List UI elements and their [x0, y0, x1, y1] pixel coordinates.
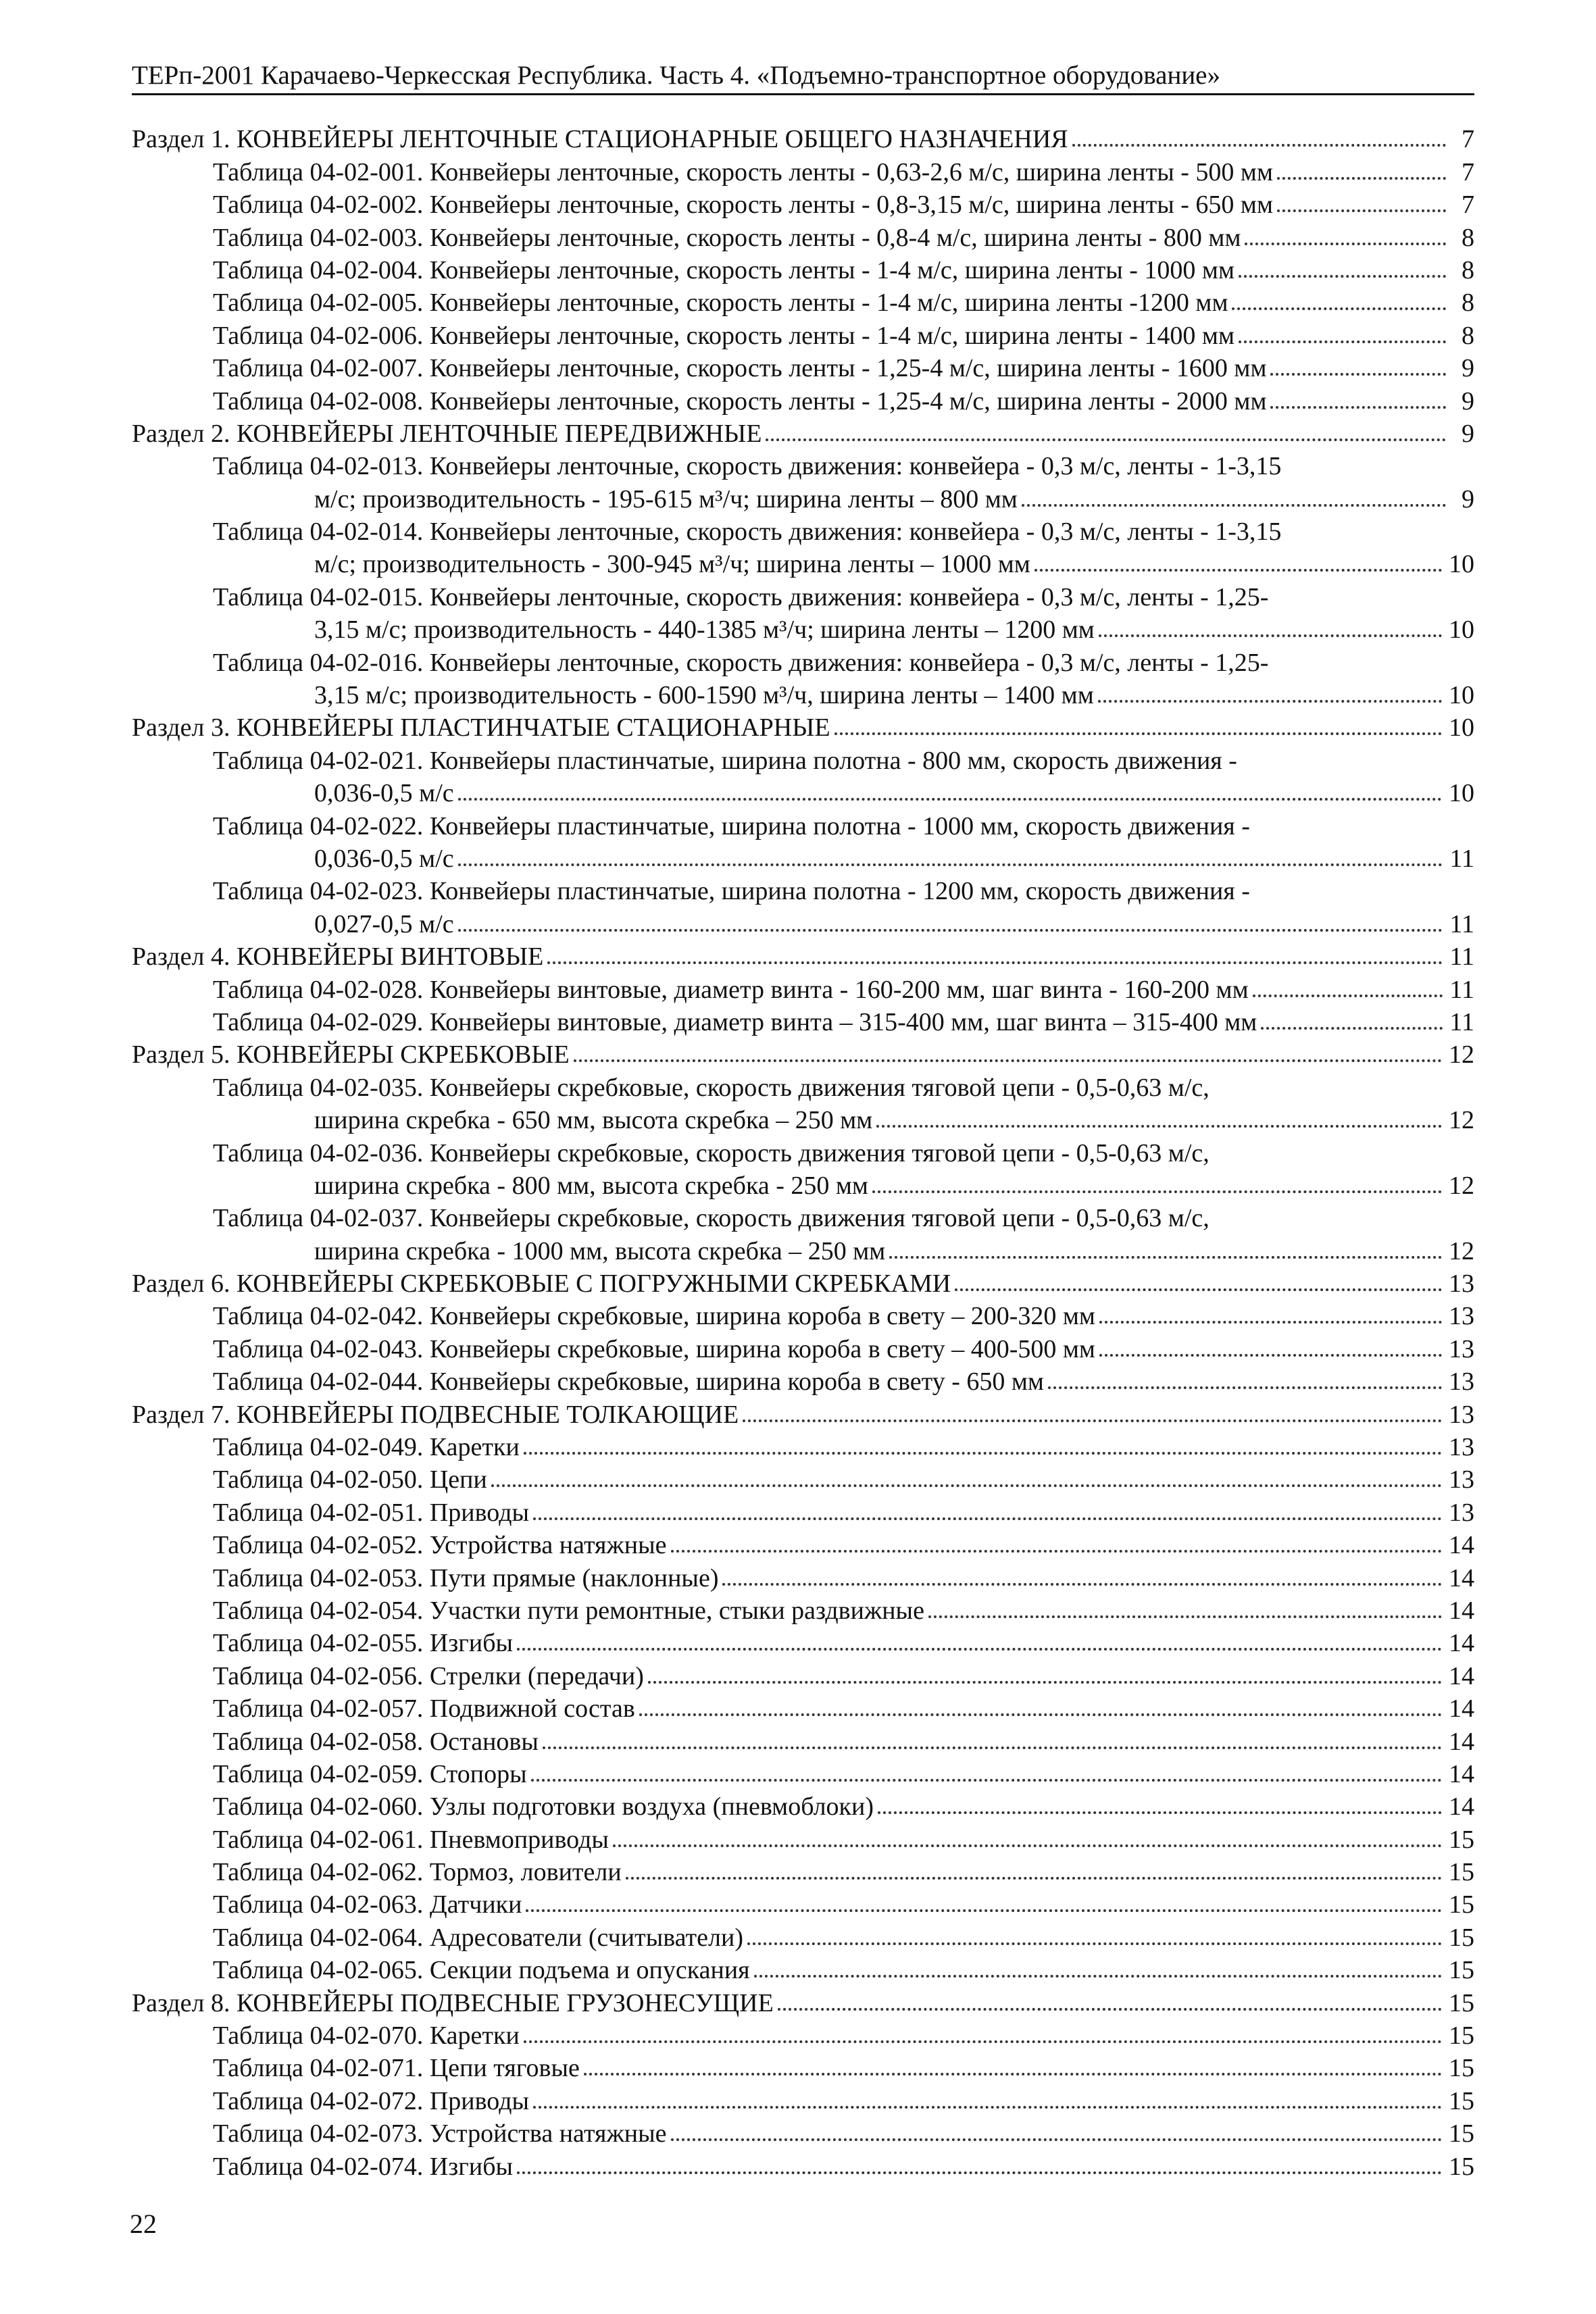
- dot-leader: [671, 2138, 1442, 2141]
- toc-entry-page: 11: [1449, 942, 1474, 972]
- toc-entry-page: 15: [1449, 2086, 1474, 2115]
- toc-table-entry[interactable]: [132, 1201, 1474, 1233]
- toc-entry-page: 15: [1449, 2021, 1474, 2051]
- toc-section-entry[interactable]: [132, 416, 1474, 449]
- toc-entry-title: Таблица 04-02-028. Конвейеры винтовые, диаметр винта - 160-200 мм, шаг винта - 160-200 мм: [213, 975, 1249, 1004]
- dot-leader: [517, 1648, 1442, 1651]
- toc-entry-title: Таблица 04-02-005. Конвейеры ленточные, скорость ленты - 1-4 м/с, ширина ленты -1200 мм: [213, 288, 1228, 318]
- toc-entry-title: Таблица 04-02-056. Стрелки (передачи): [213, 1661, 644, 1690]
- dot-leader: [458, 863, 1443, 866]
- toc-table-entry[interactable]: [132, 1953, 1474, 1985]
- toc-entry-title: Таблица 04-02-008. Конвейеры ленточные, скорость ленты - 1,25-4 м/с, ширина ленты - 2000 мм: [213, 386, 1267, 416]
- dot-leader: [543, 1746, 1442, 1749]
- toc-entry-page: 14: [1449, 1694, 1474, 1724]
- toc-entry-page: 13: [1449, 1367, 1474, 1397]
- toc-entry-title: 0,027-0,5 м/с: [314, 909, 454, 938]
- toc-table-entry[interactable]: [132, 972, 1474, 1004]
- toc-table-entry[interactable]: [132, 1070, 1474, 1102]
- dot-leader: [766, 438, 1446, 441]
- toc-entry-page: 8: [1462, 223, 1474, 252]
- dot-leader: [1270, 373, 1446, 376]
- toc-entry-title: м/с; производительность - 195-615 м³/ч; ширина ленты – 800 мм: [314, 484, 1018, 513]
- toc-table-entry[interactable]: [132, 285, 1474, 318]
- toc-section-entry[interactable]: [132, 122, 1474, 154]
- toc-entry-page: 11: [1449, 909, 1474, 938]
- toc-section-entry[interactable]: [132, 1985, 1474, 2017]
- toc-table-entry-continuation[interactable]: [132, 1103, 1474, 1135]
- dot-leader: [574, 1059, 1442, 1062]
- toc-table-entry[interactable]: [132, 253, 1474, 285]
- toc-entry-title: Таблица 04-02-074. Изгибы: [213, 2152, 514, 2181]
- dot-leader: [834, 732, 1442, 735]
- toc-table-entry-continuation[interactable]: [132, 776, 1474, 808]
- toc-table-entry[interactable]: [132, 1364, 1474, 1397]
- toc-entry-page: 9: [1462, 354, 1474, 383]
- toc-entry-title: Таблица 04-02-063. Датчики: [213, 1890, 522, 1919]
- dot-leader: [955, 1288, 1442, 1291]
- dot-leader: [584, 2073, 1442, 2076]
- toc-table-entry[interactable]: [132, 220, 1474, 252]
- toc-entry-title: Раздел 3. КОНВЕЙЕРЫ ПЛАСТИНЧАТЫЕ СТАЦИОНАРНЫЕ: [132, 713, 830, 743]
- toc-section-entry[interactable]: [132, 1397, 1474, 1429]
- page-number: 22: [130, 2209, 157, 2239]
- dot-leader: [547, 961, 1443, 964]
- toc-entry-title: Таблица 04-02-014. Конвейеры ленточные, скорость движения: конвейера - 0,3 м/с, ленты - 1-3,15: [213, 518, 1282, 547]
- toc-entry-page: 14: [1449, 1727, 1474, 1756]
- toc-table-entry[interactable]: [132, 1331, 1474, 1363]
- toc-entry-page: 14: [1449, 1563, 1474, 1592]
- dot-leader: [1048, 1386, 1442, 1389]
- toc-entry-page: 15: [1449, 2119, 1474, 2148]
- toc-entry-title: Таблица 04-02-049. Каретки: [213, 1433, 520, 1462]
- toc-entry-page: 15: [1449, 2054, 1474, 2083]
- toc-entry-title: Таблица 04-02-070. Каретки: [213, 2021, 520, 2051]
- toc-entry-title: Таблица 04-02-065. Секции подъема и опускания: [213, 1956, 750, 1985]
- toc-entry-page: 9: [1462, 386, 1474, 416]
- toc-table-entry-continuation[interactable]: [132, 906, 1474, 938]
- dot-leader: [626, 1877, 1442, 1880]
- toc-entry-title: Раздел 1. КОНВЕЙЕРЫ ЛЕНТОЧНЫЕ СТАЦИОНАРНЫЕ ОБЩЕГО НАЗНАЧЕНИЯ: [132, 125, 1068, 154]
- toc-entry-page: 15: [1449, 1956, 1474, 1985]
- toc-entry-page: 10: [1449, 681, 1474, 710]
- toc-entry-title: м/с; производительность - 300-945 м³/ч; ширина ленты – 1000 мм: [314, 550, 1030, 579]
- toc-entry-title: 3,15 м/с; производительность - 440-1385 м³/ч; ширина ленты – 1200 мм: [314, 615, 1095, 645]
- toc-entry-title: Таблица 04-02-002. Конвейеры ленточные, скорость ленты - 0,8-3,15 м/с, ширина ленты - 650 мм: [213, 191, 1273, 220]
- toc-entry-title: Таблица 04-02-035. Конвейеры скребковые, скорость движения тяговой цепи - 0,5-0,63 м/с,: [213, 1073, 1210, 1102]
- toc-entry-page: 14: [1449, 1792, 1474, 1821]
- toc-entry-page: 7: [1462, 125, 1474, 154]
- toc-entry-page: 10: [1449, 713, 1474, 743]
- toc-table-entry[interactable]: [132, 1757, 1474, 1789]
- toc-entry-page: 13: [1449, 1400, 1474, 1429]
- toc-table-entry[interactable]: [132, 1299, 1474, 1331]
- toc-entry-title: Таблица 04-02-013. Конвейеры ленточные, скорость движения: конвейера - 0,3 м/с, ленты - 1-3,15: [213, 452, 1282, 481]
- toc-entry-title: 3,15 м/с; производительность - 600-1590 м³/ч, ширина ленты – 1400 мм: [314, 681, 1094, 710]
- toc-entry-page: 14: [1449, 1596, 1474, 1625]
- toc-entry-title: Таблица 04-02-073. Устройства натяжные: [213, 2119, 667, 2148]
- toc-entry-title: Таблица 04-02-007. Конвейеры ленточные, скорость ленты - 1,25-4 м/с, ширина ленты - 1600 мм: [213, 354, 1267, 383]
- toc-entry-page: 15: [1449, 1988, 1474, 2017]
- dot-leader: [754, 1975, 1442, 1978]
- table-of-contents: [132, 122, 1474, 2182]
- toc-table-entry[interactable]: [132, 2148, 1474, 2181]
- toc-entry-title: Таблица 04-02-006. Конвейеры ленточные, скорость ленты - 1-4 м/с, ширина ленты - 1400 мм: [213, 321, 1235, 350]
- toc-entry-page: 8: [1462, 321, 1474, 350]
- toc-entry-page: 14: [1449, 1629, 1474, 1658]
- toc-entry-title: Раздел 8. КОНВЕЙЕРЫ ПОДВЕСНЫЕ ГРУЗОНЕСУЩИЕ: [132, 1988, 774, 2017]
- dot-leader: [1253, 995, 1443, 997]
- toc-entry-title: Раздел 7. КОНВЕЙЕРЫ ПОДВЕСНЫЕ ТОЛКАЮЩИЕ: [132, 1400, 739, 1429]
- toc-table-entry[interactable]: [132, 1658, 1474, 1690]
- dot-leader: [1098, 700, 1442, 703]
- toc-entry-page: 12: [1449, 1171, 1474, 1200]
- dot-leader: [648, 1681, 1442, 1684]
- toc-table-entry[interactable]: [132, 743, 1474, 775]
- toc-entry-title: Таблица 04-02-057. Подвижной состав: [213, 1694, 635, 1724]
- toc-table-entry[interactable]: [132, 579, 1474, 611]
- toc-entry-page: 13: [1449, 1498, 1474, 1527]
- dot-leader: [1261, 1027, 1443, 1030]
- toc-entry-page: 12: [1449, 1106, 1474, 1135]
- toc-entry-page: 14: [1449, 1661, 1474, 1690]
- toc-entry-title: Таблица 04-02-061. Пневмоприводы: [213, 1825, 609, 1854]
- dot-leader: [458, 929, 1443, 932]
- toc-entry-title: Таблица 04-02-022. Конвейеры пластинчатые, ширина полотна - 1000 мм, скорость движения -: [213, 811, 1250, 840]
- toc-entry-title: Таблица 04-02-044. Конвейеры скребковые, ширина короба в свету - 650 мм: [213, 1367, 1044, 1397]
- toc-table-entry[interactable]: [132, 1789, 1474, 1821]
- toc-table-entry-continuation[interactable]: [132, 1168, 1474, 1201]
- toc-entry-title: Таблица 04-02-062. Тормоз, ловители: [213, 1858, 622, 1887]
- toc-entry-title: Таблица 04-02-051. Приводы: [213, 1498, 530, 1527]
- toc-table-entry[interactable]: [132, 1494, 1474, 1527]
- toc-table-entry[interactable]: [132, 154, 1474, 186]
- toc-entry-title: Таблица 04-02-023. Конвейеры пластинчатые, ширина полотна - 1200 мм, скорость движения -: [213, 877, 1250, 906]
- toc-entry-page: 13: [1449, 1302, 1474, 1331]
- dot-leader: [872, 1190, 1442, 1193]
- dot-leader: [1022, 504, 1446, 507]
- toc-entry-page: 12: [1449, 1236, 1474, 1265]
- toc-table-entry[interactable]: [132, 645, 1474, 677]
- toc-table-entry[interactable]: [132, 187, 1474, 220]
- dot-leader: [1099, 1354, 1442, 1357]
- dot-leader: [531, 1779, 1442, 1782]
- toc-entry-page: 9: [1462, 419, 1474, 448]
- toc-table-entry[interactable]: [132, 1821, 1474, 1854]
- dot-leader: [1270, 406, 1446, 409]
- toc-entry-page: 10: [1449, 615, 1474, 645]
- toc-table-entry[interactable]: [132, 1430, 1474, 1462]
- toc-table-entry[interactable]: [132, 2051, 1474, 2083]
- toc-entry-page: 7: [1462, 157, 1474, 186]
- toc-entry-page: 7: [1462, 191, 1474, 220]
- dot-leader: [889, 1256, 1442, 1259]
- toc-entry-title: Таблица 04-02-016. Конвейеры ленточные, скорость движения: конвейера - 0,3 м/с, ленты - 1,25-: [213, 648, 1269, 677]
- toc-entry-page: 11: [1449, 975, 1474, 1004]
- toc-table-entry[interactable]: [132, 383, 1474, 416]
- toc-entry-title: Таблица 04-02-054. Участки пути ремонтные, стыки раздвижные: [213, 1596, 924, 1625]
- dot-leader: [671, 1550, 1442, 1553]
- toc-entry-page: 13: [1449, 1465, 1474, 1494]
- toc-table-entry[interactable]: [132, 2083, 1474, 2115]
- toc-entry-page: 14: [1449, 1759, 1474, 1788]
- toc-table-entry[interactable]: [132, 514, 1474, 547]
- toc-entry-page: 8: [1462, 288, 1474, 318]
- toc-table-entry-continuation[interactable]: [132, 841, 1474, 874]
- dot-leader: [526, 1909, 1442, 1912]
- dot-leader: [517, 2171, 1442, 2174]
- toc-table-entry[interactable]: [132, 2116, 1474, 2148]
- toc-entry-page: 15: [1449, 2152, 1474, 2181]
- toc-entry-page: 15: [1449, 1858, 1474, 1887]
- toc-entry-title: Таблица 04-02-071. Цепи тяговые: [213, 2054, 580, 2083]
- toc-entry-title: Таблица 04-02-029. Конвейеры винтовые, диаметр винта – 315-400 мм, шаг винта – 315-400 мм: [213, 1007, 1257, 1036]
- toc-table-entry[interactable]: [132, 318, 1474, 350]
- dot-leader: [1277, 209, 1446, 212]
- dot-leader: [876, 1125, 1442, 1128]
- dot-leader: [1232, 307, 1446, 310]
- toc-entry-title: Таблица 04-02-064. Адресователи (считыватели): [213, 1923, 743, 1952]
- toc-entry-title: ширина скребка - 800 мм, высота скребка - 250 мм: [314, 1171, 868, 1200]
- toc-entry-title: Таблица 04-02-052. Устройства натяжные: [213, 1531, 667, 1560]
- dot-leader: [639, 1713, 1442, 1716]
- dot-leader: [878, 1811, 1442, 1814]
- toc-table-entry[interactable]: [132, 874, 1474, 906]
- toc-entry-title: Таблица 04-02-015. Конвейеры ленточные, скорость движения: конвейера - 0,3 м/с, ленты - 1,25-: [213, 582, 1269, 611]
- toc-entry-title: Раздел 4. КОНВЕЙЕРЫ ВИНТОВЫЕ: [132, 942, 544, 972]
- dot-leader: [491, 1484, 1442, 1487]
- toc-entry-page: 13: [1449, 1334, 1474, 1363]
- toc-entry-title: Таблица 04-02-043. Конвейеры скребковые, ширина короба в свету – 400-500 мм: [213, 1334, 1095, 1363]
- toc-table-entry-continuation[interactable]: [132, 1233, 1474, 1265]
- toc-entry-page: 10: [1449, 779, 1474, 808]
- toc-entry-title: Таблица 04-02-059. Стопоры: [213, 1759, 527, 1788]
- toc-entry-title: ширина скребка - 1000 мм, высота скребка – 250 мм: [314, 1236, 886, 1265]
- toc-table-entry-continuation[interactable]: [132, 547, 1474, 579]
- dot-leader: [1239, 341, 1446, 343]
- dot-leader: [722, 1583, 1442, 1586]
- toc-table-entry[interactable]: [132, 1135, 1474, 1167]
- toc-entry-title: Таблица 04-02-036. Конвейеры скребковые, скорость движения тяговой цепи - 0,5-0,63 м/с,: [213, 1138, 1210, 1167]
- toc-table-entry[interactable]: [132, 1887, 1474, 1919]
- dot-leader: [533, 2106, 1442, 2109]
- dot-leader: [1034, 569, 1442, 572]
- toc-entry-title: Таблица 04-02-058. Остановы: [213, 1727, 539, 1756]
- toc-entry-title: Таблица 04-02-050. Цепи: [213, 1465, 487, 1494]
- toc-entry-title: Таблица 04-02-042. Конвейеры скребковые, ширина короба в свету – 200-320 мм: [213, 1302, 1095, 1331]
- toc-table-entry[interactable]: [132, 1560, 1474, 1592]
- toc-entry-title: Таблица 04-02-037. Конвейеры скребковые, скорость движения тяговой цепи - 0,5-0,63 м/с,: [213, 1204, 1210, 1233]
- dot-leader: [1245, 243, 1446, 245]
- toc-entry-title: Таблица 04-02-001. Конвейеры ленточные, скорость ленты - 0,63-2,6 м/с, ширина ленты - 500 мм: [213, 157, 1273, 186]
- toc-table-entry[interactable]: [132, 808, 1474, 840]
- dot-leader: [743, 1419, 1442, 1422]
- toc-table-entry-continuation[interactable]: [132, 612, 1474, 645]
- toc-table-entry[interactable]: [132, 1855, 1474, 1887]
- toc-entry-page: 13: [1449, 1433, 1474, 1462]
- toc-section-entry[interactable]: [132, 1266, 1474, 1299]
- toc-table-entry[interactable]: [132, 1626, 1474, 1658]
- toc-entry-page: 13: [1449, 1269, 1474, 1299]
- toc-table-entry[interactable]: [132, 1691, 1474, 1724]
- toc-entry-title: Таблица 04-02-072. Приводы: [213, 2086, 530, 2115]
- toc-entry-page: 10: [1449, 550, 1474, 579]
- toc-table-entry[interactable]: [132, 1593, 1474, 1626]
- dot-leader: [533, 1517, 1442, 1520]
- toc-section-entry[interactable]: [132, 939, 1474, 972]
- page-header: ТЕРп-2001 Карачаево-Черкесская Республика. Часть 4. «Подъемно-транспортное оборудование»: [132, 59, 1474, 95]
- toc-entry-page: 11: [1449, 844, 1474, 873]
- toc-entry-title: Раздел 2. КОНВЕЙЕРЫ ЛЕНТОЧНЫЕ ПЕРЕДВИЖНЫЕ: [132, 419, 762, 448]
- dot-leader: [1099, 634, 1442, 637]
- dot-leader: [524, 2040, 1442, 2043]
- dot-leader: [1239, 275, 1446, 278]
- toc-entry-page: 15: [1449, 1825, 1474, 1854]
- toc-entry-title: Таблица 04-02-004. Конвейеры ленточные, скорость ленты - 1-4 м/с, ширина ленты - 1000 мм: [213, 255, 1235, 284]
- dot-leader: [928, 1615, 1442, 1618]
- toc-entry-title: Таблица 04-02-060. Узлы подготовки воздуха (пневмоблоки): [213, 1792, 874, 1821]
- toc-entry-title: Таблица 04-02-055. Изгибы: [213, 1629, 514, 1658]
- toc-entry-page: 8: [1462, 255, 1474, 284]
- dot-leader: [1072, 144, 1446, 147]
- toc-entry-page: 12: [1449, 1040, 1474, 1070]
- toc-entry-page: 15: [1449, 1923, 1474, 1952]
- toc-entry-title: ширина скребка - 650 мм, высота скребка – 250 мм: [314, 1106, 873, 1135]
- toc-entry-page: 15: [1449, 1890, 1474, 1919]
- toc-entry-title: 0,036-0,5 м/с: [314, 779, 454, 808]
- toc-section-entry[interactable]: [132, 1037, 1474, 1070]
- toc-table-entry[interactable]: [132, 2018, 1474, 2051]
- toc-entry-title: Раздел 5. КОНВЕЙЕРЫ СКРЕБКОВЫЕ: [132, 1040, 570, 1070]
- dot-leader: [458, 798, 1442, 801]
- toc-table-entry[interactable]: [132, 351, 1474, 383]
- toc-entry-title: Таблица 04-02-053. Пути прямые (наклонные): [213, 1563, 719, 1592]
- dot-leader: [1277, 177, 1446, 180]
- toc-entry-page: 14: [1449, 1531, 1474, 1560]
- dot-leader: [1099, 1321, 1442, 1324]
- toc-entry-page: 9: [1462, 484, 1474, 513]
- toc-table-entry[interactable]: [132, 1528, 1474, 1560]
- toc-table-entry-continuation[interactable]: [132, 678, 1474, 710]
- toc-entry-title: Таблица 04-02-021. Конвейеры пластинчатые, ширина полотна - 800 мм, скорость движения -: [213, 746, 1237, 775]
- toc-section-entry[interactable]: [132, 710, 1474, 743]
- toc-table-entry-continuation[interactable]: [132, 481, 1474, 513]
- toc-table-entry[interactable]: [132, 1724, 1474, 1756]
- toc-table-entry[interactable]: [132, 449, 1474, 481]
- toc-entry-title: Раздел 6. КОНВЕЙЕРЫ СКРЕБКОВЫЕ С ПОГРУЖНЫМИ СКРЕБКАМИ: [132, 1269, 951, 1299]
- toc-table-entry[interactable]: [132, 1462, 1474, 1494]
- dot-leader: [747, 1942, 1442, 1945]
- toc-entry-title: Таблица 04-02-003. Конвейеры ленточные, скорость ленты - 0,8-4 м/с, ширина ленты - 800 мм: [213, 223, 1241, 252]
- toc-entry-page: 11: [1449, 1007, 1474, 1036]
- toc-table-entry[interactable]: [132, 1005, 1474, 1037]
- toc-entry-title: 0,036-0,5 м/с: [314, 844, 454, 873]
- dot-leader: [613, 1844, 1442, 1847]
- toc-table-entry[interactable]: [132, 1919, 1474, 1952]
- dot-leader: [778, 2008, 1442, 2011]
- dot-leader: [524, 1452, 1442, 1455]
